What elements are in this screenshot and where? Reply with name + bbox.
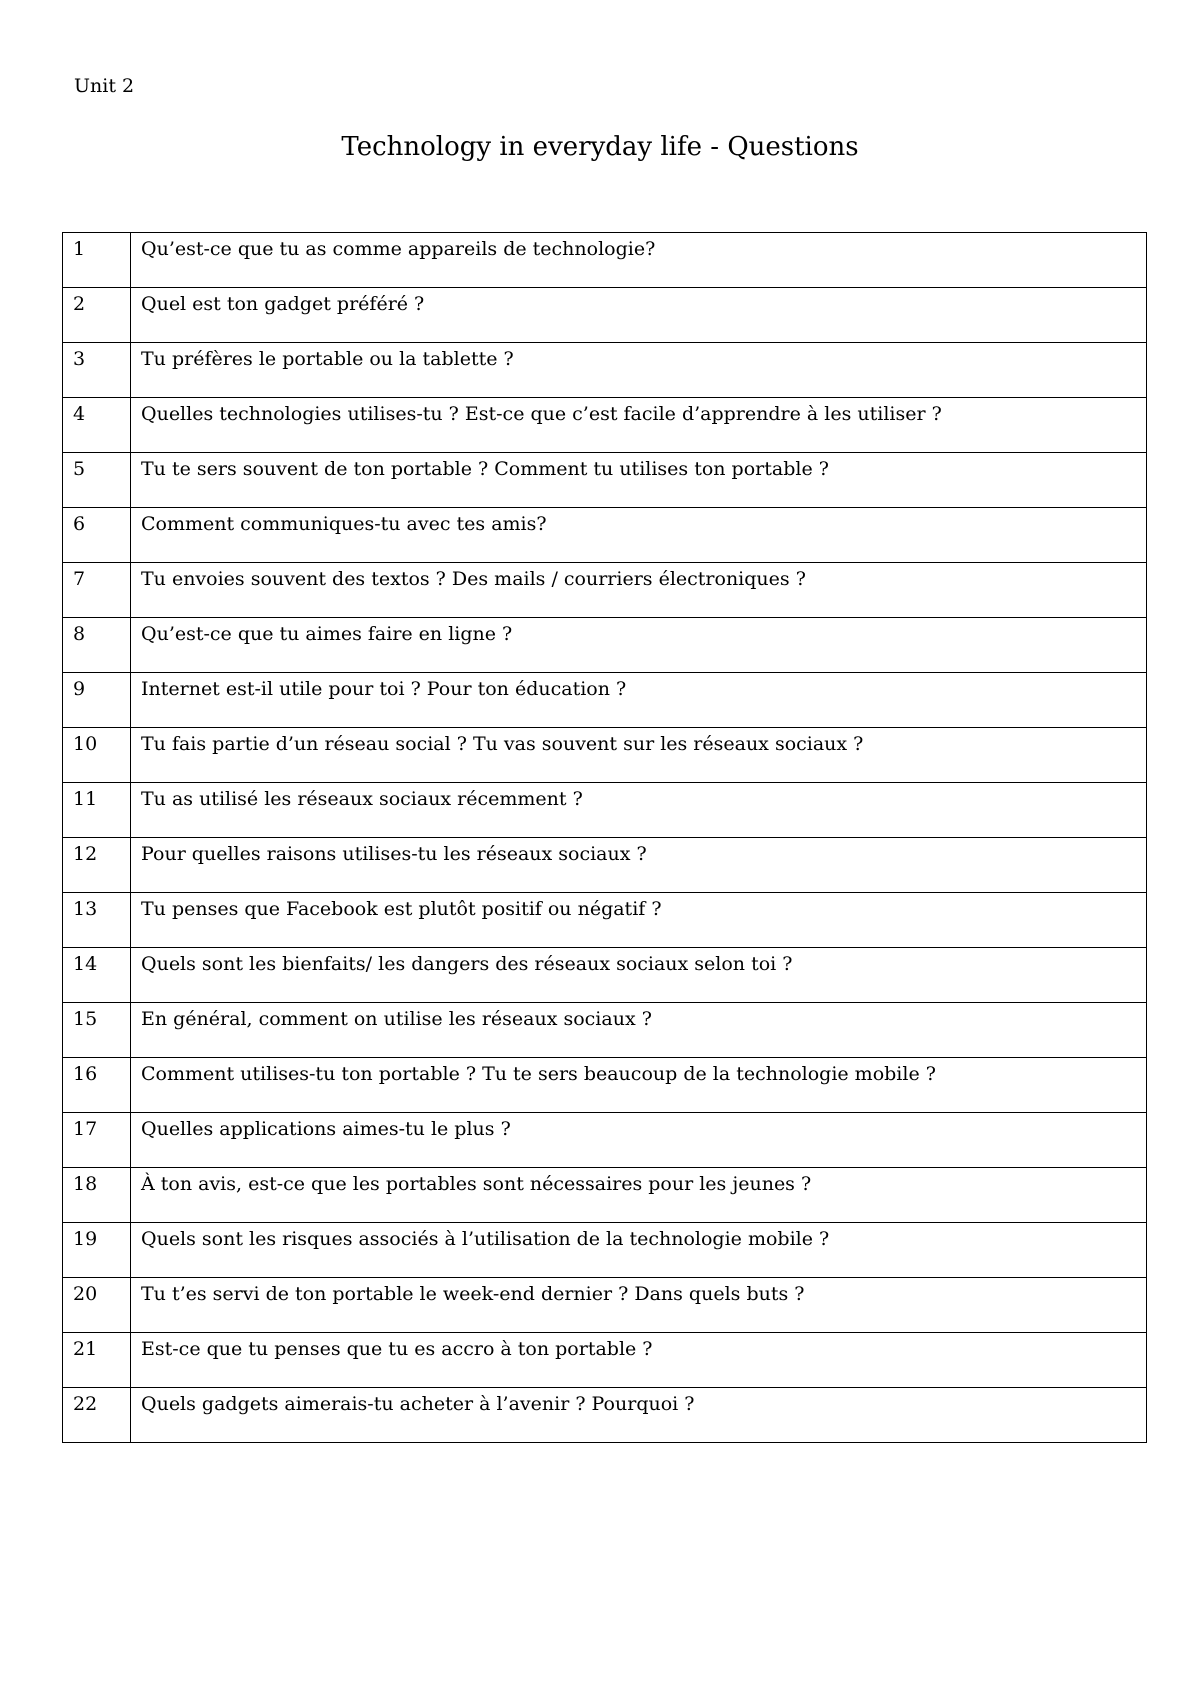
question-row	[63, 1113, 1147, 1168]
question-number: 22	[63, 1388, 131, 1443]
question-text: Est-ce que tu penses que tu es accro à ton portable ?	[131, 1333, 1147, 1388]
question-number: 9	[63, 673, 131, 728]
question-row	[63, 1003, 1147, 1058]
question-row	[63, 453, 1147, 508]
question-text: Qu’est-ce que tu aimes faire en ligne ?	[131, 618, 1147, 673]
question-number: 13	[63, 893, 131, 948]
question-row	[63, 1058, 1147, 1113]
question-text: Tu t’es servi de ton portable le week-end dernier ? Dans quels buts ?	[131, 1278, 1147, 1333]
question-text: Internet est-il utile pour toi ? Pour ton éducation ?	[131, 673, 1147, 728]
question-number: 1	[63, 233, 131, 288]
question-number: 15	[63, 1003, 131, 1058]
question-text: Comment utilises-tu ton portable ? Tu te sers beaucoup de la technologie mobile ?	[131, 1058, 1147, 1113]
questions-table	[62, 232, 1147, 1443]
question-number: 2	[63, 288, 131, 343]
question-text: Quelles technologies utilises-tu ? Est-ce que c’est facile d’apprendre à les utiliser ?	[131, 398, 1147, 453]
question-row	[63, 838, 1147, 893]
question-number: 17	[63, 1113, 131, 1168]
question-text: En général, comment on utilise les réseaux sociaux ?	[131, 1003, 1147, 1058]
question-number: 14	[63, 948, 131, 1003]
question-text: Quelles applications aimes-tu le plus ?	[131, 1113, 1147, 1168]
question-text: Tu penses que Facebook est plutôt positif ou négatif ?	[131, 893, 1147, 948]
question-number: 20	[63, 1278, 131, 1333]
question-number: 6	[63, 508, 131, 563]
question-text: Quel est ton gadget préféré ?	[131, 288, 1147, 343]
page-title: Technology in everyday life - Questions	[341, 132, 859, 162]
question-row	[63, 673, 1147, 728]
question-text: Tu envoies souvent des textos ? Des mails / courriers électroniques ?	[131, 563, 1147, 618]
question-row	[63, 508, 1147, 563]
question-row	[63, 728, 1147, 783]
question-number: 5	[63, 453, 131, 508]
question-row	[63, 343, 1147, 398]
unit-label: Unit 2	[74, 75, 135, 97]
question-text: Quels sont les bienfaits/ les dangers des réseaux sociaux selon toi ?	[131, 948, 1147, 1003]
question-row	[63, 563, 1147, 618]
question-number: 7	[63, 563, 131, 618]
question-number: 18	[63, 1168, 131, 1223]
question-number: 16	[63, 1058, 131, 1113]
question-row	[63, 288, 1147, 343]
question-number: 10	[63, 728, 131, 783]
question-text: Quels gadgets aimerais-tu acheter à l’avenir ? Pourquoi ?	[131, 1388, 1147, 1443]
question-number: 11	[63, 783, 131, 838]
question-row	[63, 1168, 1147, 1223]
questions-table-body	[63, 233, 1147, 1443]
question-text: Tu te sers souvent de ton portable ? Comment tu utilises ton portable ?	[131, 453, 1147, 508]
question-row	[63, 893, 1147, 948]
question-text: Comment communiques-tu avec tes amis?	[131, 508, 1147, 563]
question-text: À ton avis, est-ce que les portables sont nécessaires pour les jeunes ?	[131, 1168, 1147, 1223]
question-text: Tu fais partie d’un réseau social ? Tu vas souvent sur les réseaux sociaux ?	[131, 728, 1147, 783]
question-number: 4	[63, 398, 131, 453]
question-row	[63, 1333, 1147, 1388]
question-row	[63, 398, 1147, 453]
question-number: 21	[63, 1333, 131, 1388]
question-text: Qu’est-ce que tu as comme appareils de technologie?	[131, 233, 1147, 288]
question-row	[63, 1388, 1147, 1443]
question-number: 8	[63, 618, 131, 673]
question-number: 3	[63, 343, 131, 398]
question-row	[63, 618, 1147, 673]
question-number: 19	[63, 1223, 131, 1278]
question-text: Quels sont les risques associés à l’utilisation de la technologie mobile ?	[131, 1223, 1147, 1278]
question-row	[63, 948, 1147, 1003]
question-text: Tu préfères le portable ou la tablette ?	[131, 343, 1147, 398]
question-row	[63, 233, 1147, 288]
question-row	[63, 783, 1147, 838]
question-row	[63, 1278, 1147, 1333]
question-number: 12	[63, 838, 131, 893]
question-row	[63, 1223, 1147, 1278]
question-text: Pour quelles raisons utilises-tu les réseaux sociaux ?	[131, 838, 1147, 893]
question-text: Tu as utilisé les réseaux sociaux récemment ?	[131, 783, 1147, 838]
